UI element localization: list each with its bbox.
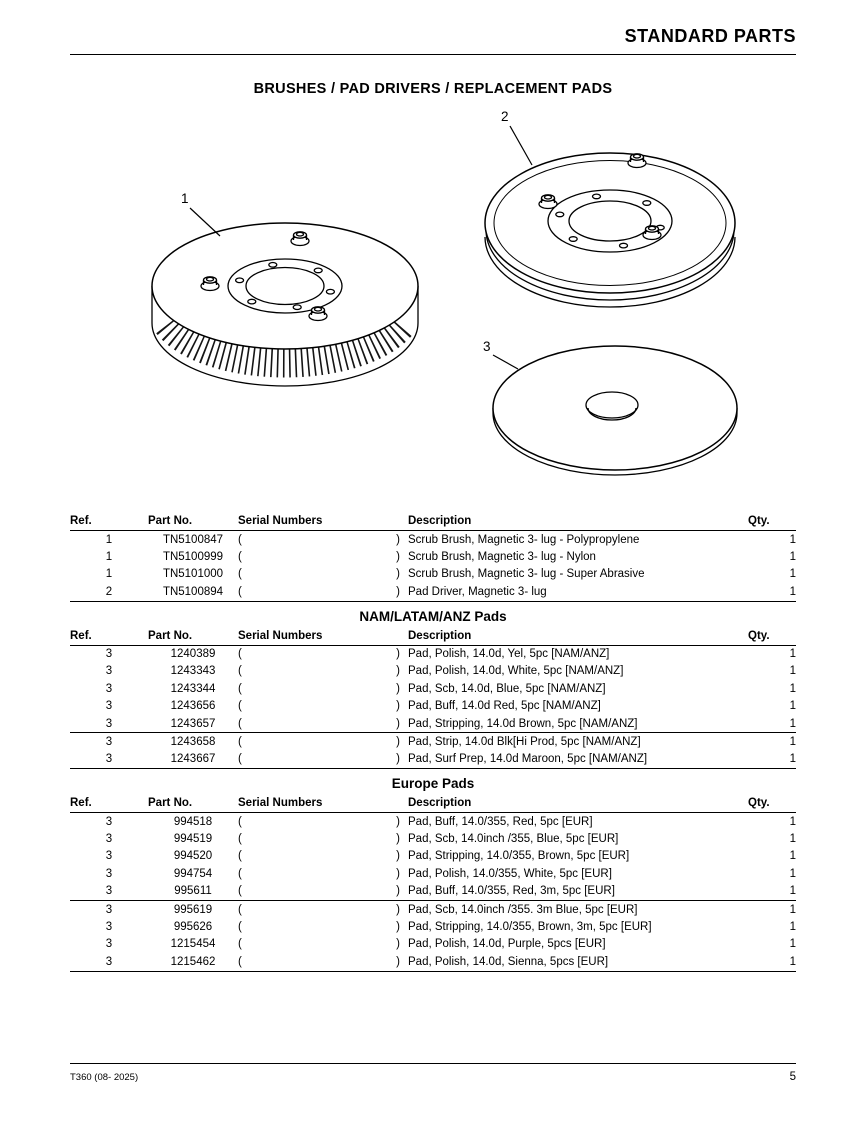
cell-ref: 3 (105, 682, 113, 695)
serial-paren-open: ( (238, 938, 242, 951)
part-row (70, 918, 796, 935)
cell-part-no: 1243658 (148, 733, 238, 751)
cell-description: Pad, Stripping, 14.0d Brown, 5pc [NAM/ANZ] (408, 717, 638, 730)
table-header-row (70, 513, 796, 531)
cell-qty: 1 (789, 585, 796, 598)
cell-description: Scrub Brush, Magnetic 3- lug - Nylon (408, 550, 596, 563)
cell-serial-numbers (238, 901, 408, 919)
serial-paren-close: ) (396, 753, 400, 766)
callout-1-label: 1 (181, 191, 189, 206)
serial-paren-open: ( (238, 833, 242, 845)
cell-qty: 1 (789, 568, 796, 581)
cell-part-no: 1240389 (170, 648, 216, 660)
parts-table-main (70, 513, 796, 602)
part-row (70, 680, 796, 697)
cell-qty: 1 (748, 901, 796, 919)
cell-description: Scrub Brush, Magnetic 3- lug - Super Abrasive (408, 568, 645, 581)
col-header-qty: Qty. (748, 795, 796, 813)
serial-paren-open: ( (238, 955, 242, 968)
cell-ref: 1 (105, 533, 113, 546)
cell-qty: 1 (789, 682, 796, 695)
cell-description: Pad Driver, Magnetic 3- lug (408, 585, 547, 598)
serial-paren-open: ( (238, 867, 242, 880)
cell-qty: 1 (789, 533, 796, 546)
parts-illustration (70, 103, 796, 507)
cell-description: Scrub Brush, Magnetic 3- lug - Polypropylene (408, 533, 640, 546)
cell-qty: 1 (789, 938, 796, 951)
callout-1 (181, 191, 220, 236)
part-row (70, 733, 796, 751)
footer-page-number: 5 (789, 1071, 796, 1083)
lug-nut-icon (539, 195, 557, 209)
part-row (70, 751, 796, 769)
serial-paren-open: ( (238, 717, 242, 730)
cell-qty: 1 (789, 665, 796, 678)
cell-ref: 3 (105, 665, 113, 678)
serial-paren-close: ) (396, 850, 400, 863)
serial-paren-open: ( (238, 585, 242, 598)
part-row (70, 813, 796, 831)
cell-ref: 3 (70, 733, 148, 751)
serial-paren-open: ( (238, 850, 242, 863)
cell-part-no: 994754 (173, 867, 213, 880)
cell-ref: 1 (105, 568, 113, 581)
part-row (70, 663, 796, 680)
cell-part-no: 995611 (174, 885, 212, 898)
cell-description: Pad, Buff, 14.0/355, Red, 3m, 5pc [EUR] (408, 885, 615, 898)
part-row (70, 698, 796, 715)
parts-table-europe (70, 795, 796, 971)
cell-serial-numbers (238, 865, 408, 882)
col-header-part-no: Part No. (148, 513, 238, 531)
cell-serial-numbers (238, 531, 408, 549)
section-title: BRUSHES / PAD DRIVERS / REPLACEMENT PADS (253, 81, 613, 97)
cell-description: Pad, Scb, 14.0inch /355, Blue, 5pc [EUR] (408, 833, 619, 845)
cell-qty: 1 (789, 550, 796, 563)
cell-description: Pad, Buff, 14.0/355, Red, 5pc [EUR] (408, 815, 593, 828)
serial-paren-close: ) (396, 550, 400, 563)
serial-paren-close: ) (396, 920, 400, 933)
cell-ref: 3 (105, 648, 113, 660)
doc-footer (70, 1063, 796, 1083)
cell-qty: 1 (789, 955, 796, 968)
cell-serial-numbers (238, 953, 408, 971)
callout-3-label: 3 (483, 339, 491, 354)
cell-ref: 3 (105, 885, 113, 898)
cell-description: Pad, Polish, 14.0/355, White, 5pc [EUR] (408, 867, 612, 880)
serial-paren-open: ( (238, 568, 242, 581)
part-row (70, 566, 796, 583)
serial-paren-close: ) (396, 833, 400, 845)
serial-paren-close: ) (396, 867, 400, 880)
part-row (70, 953, 796, 971)
nam-pads-title: NAM/LATAM/ANZ Pads (359, 608, 507, 624)
col-header-serial-numbers: Serial Numbers (238, 513, 408, 531)
serial-paren-open: ( (238, 920, 242, 933)
serial-paren-close: ) (396, 955, 400, 968)
cell-part-no: TN5100847 (162, 533, 224, 546)
serial-paren-close: ) (396, 885, 400, 898)
cell-serial-numbers (238, 548, 408, 565)
cell-serial-numbers (238, 936, 408, 953)
part-row (70, 548, 796, 565)
callout-2 (501, 109, 532, 165)
cell-ref: 3 (105, 920, 113, 933)
cell-part-no: 1215454 (170, 938, 216, 951)
part-row (70, 583, 796, 601)
part-row (70, 901, 796, 919)
col-header-ref: Ref. (70, 513, 148, 531)
lug-nut-icon (309, 307, 327, 321)
cell-serial-numbers (238, 918, 408, 935)
cell-serial-numbers (238, 663, 408, 680)
part-row (70, 865, 796, 882)
col-header-ref: Ref. (70, 795, 148, 813)
cell-ref: 3 (105, 700, 113, 713)
cell-part-no: 1243343 (170, 665, 216, 678)
cell-part-no: 1243657 (170, 717, 216, 730)
col-header-ref: Ref. (70, 628, 148, 646)
cell-ref: 3 (105, 867, 113, 880)
col-header-qty: Qty. (748, 628, 796, 646)
col-header-qty: Qty. (748, 513, 796, 531)
cell-description: Pad, Polish, 14.0d, Sienna, 5pcs [EUR] (408, 955, 609, 968)
serial-paren-open: ( (238, 700, 242, 713)
cell-qty: 1 (789, 753, 796, 766)
part-row (70, 936, 796, 953)
serial-paren-open: ( (238, 682, 242, 695)
cell-part-no: TN5101000 (162, 568, 224, 581)
col-header-serial-numbers: Serial Numbers (238, 628, 408, 646)
part-row (70, 645, 796, 663)
part-row (70, 715, 796, 733)
serial-paren-open: ( (238, 753, 242, 766)
serial-paren-close: ) (396, 568, 400, 581)
cell-description: Pad, Buff, 14.0d Red, 5pc [NAM/ANZ] (408, 700, 601, 713)
cell-part-no: 994518 (173, 815, 213, 828)
serial-paren-close: ) (396, 682, 400, 695)
cell-description: Pad, Strip, 14.0d Blk[Hi Prod, 5pc [NAM/ANZ] (408, 733, 748, 751)
cell-ref: 3 (105, 717, 113, 730)
cell-qty: 1 (789, 717, 796, 730)
cell-description: Pad, Stripping, 14.0/355, Brown, 5pc [EUR] (408, 850, 630, 863)
cell-ref: 3 (105, 815, 113, 828)
cell-qty: 1 (789, 648, 796, 660)
pad-driver-illustration (485, 153, 735, 307)
pad-illustration (493, 346, 737, 475)
cell-description: Pad, Scb, 14.0inch /355. 3m Blue, 5pc [EUR] (408, 901, 748, 919)
cell-qty: 1 (789, 700, 796, 713)
lug-nut-icon (291, 232, 309, 246)
cell-qty: 1 (748, 733, 796, 751)
col-header-part-no: Part No. (148, 628, 238, 646)
cell-serial-numbers (238, 566, 408, 583)
serial-paren-open: ( (238, 648, 242, 660)
cell-description: Pad, Polish, 14.0d, White, 5pc [NAM/ANZ] (408, 665, 624, 678)
serial-paren-open: ( (238, 815, 242, 828)
cell-qty: 1 (789, 815, 796, 828)
serial-paren-open: ( (238, 550, 242, 563)
cell-part-no: 995626 (173, 920, 213, 933)
cell-part-no: 1243667 (170, 753, 216, 766)
col-header-description: Description (408, 628, 748, 646)
parts-table-nam (70, 628, 796, 770)
cell-serial-numbers (238, 698, 408, 715)
cell-part-no: 994519 (173, 833, 213, 845)
serial-paren-close: ) (396, 585, 400, 598)
serial-paren-close: ) (396, 938, 400, 951)
serial-paren-open: ( (238, 903, 242, 916)
part-row (70, 531, 796, 549)
table-header-row (70, 628, 796, 646)
cell-serial-numbers (238, 680, 408, 697)
cell-ref: 3 (105, 938, 113, 951)
col-header-serial-numbers: Serial Numbers (238, 795, 408, 813)
cell-serial-numbers (238, 583, 408, 601)
serial-paren-open: ( (238, 885, 242, 898)
col-header-description: Description (408, 795, 748, 813)
serial-paren-open: ( (238, 665, 242, 678)
serial-paren-close: ) (396, 700, 400, 713)
parts-figure (70, 103, 796, 507)
lug-nut-icon (201, 277, 219, 291)
part-row (70, 883, 796, 901)
cell-qty: 1 (789, 920, 796, 933)
serial-paren-open: ( (238, 533, 242, 546)
cell-ref: 3 (105, 850, 113, 863)
serial-paren-open: ( (238, 735, 242, 748)
part-row (70, 848, 796, 865)
cell-description: Pad, Polish, 14.0d, Purple, 5pcs [EUR] (408, 938, 606, 951)
callout-2-label: 2 (501, 109, 509, 124)
part-row (70, 831, 796, 848)
cell-ref: 3 (70, 901, 148, 919)
serial-paren-close: ) (396, 665, 400, 678)
table-header-row (70, 795, 796, 813)
cell-ref: 2 (105, 585, 113, 598)
cell-ref: 1 (105, 550, 113, 563)
page-title: STANDARD PARTS (624, 26, 796, 46)
cell-part-no: TN5100999 (162, 550, 224, 563)
footer-doc-id: T360 (08- 2025) (70, 1072, 139, 1083)
cell-qty: 1 (789, 833, 796, 845)
col-header-part-no: Part No. (148, 795, 238, 813)
cell-description: Pad, Surf Prep, 14.0d Maroon, 5pc [NAM/ANZ] (408, 753, 648, 766)
cell-serial-numbers (238, 733, 408, 751)
cell-serial-numbers (238, 831, 408, 848)
serial-paren-close: ) (396, 903, 400, 916)
cell-part-no: 1215462 (170, 955, 216, 968)
cell-serial-numbers (238, 645, 408, 663)
serial-paren-close: ) (396, 717, 400, 730)
cell-qty: 1 (789, 885, 796, 898)
callout-3 (483, 339, 518, 369)
cell-serial-numbers (238, 813, 408, 831)
cell-part-no: 994520 (173, 850, 213, 863)
cell-ref: 3 (105, 753, 113, 766)
lug-nut-icon (643, 226, 661, 240)
serial-paren-close: ) (396, 815, 400, 828)
cell-serial-numbers (238, 883, 408, 901)
cell-description: Pad, Stripping, 14.0/355, Brown, 3m, 5pc [EUR] (408, 920, 652, 933)
cell-part-no: 1243656 (170, 700, 216, 713)
europe-pads-title: Europe Pads (391, 776, 475, 792)
doc-header (70, 0, 796, 55)
lug-nut-icon (628, 154, 646, 168)
cell-part-no: 1243344 (170, 682, 216, 695)
cell-ref: 3 (105, 833, 113, 845)
cell-part-no: TN5100894 (162, 585, 224, 598)
cell-serial-numbers (238, 848, 408, 865)
serial-paren-close: ) (396, 533, 400, 546)
cell-serial-numbers (238, 715, 408, 733)
brush-illustration (152, 223, 418, 386)
cell-qty: 1 (789, 850, 796, 863)
cell-description: Pad, Polish, 14.0d, Yel, 5pc [NAM/ANZ] (408, 648, 610, 660)
cell-description: Pad, Scb, 14.0d, Blue, 5pc [NAM/ANZ] (408, 682, 606, 695)
cell-ref: 3 (105, 955, 113, 968)
serial-paren-close: ) (396, 735, 400, 748)
cell-serial-numbers (238, 751, 408, 769)
serial-paren-close: ) (396, 648, 400, 660)
col-header-description: Description (408, 513, 748, 531)
cell-part-no: 995619 (148, 901, 238, 919)
cell-qty: 1 (789, 867, 796, 880)
